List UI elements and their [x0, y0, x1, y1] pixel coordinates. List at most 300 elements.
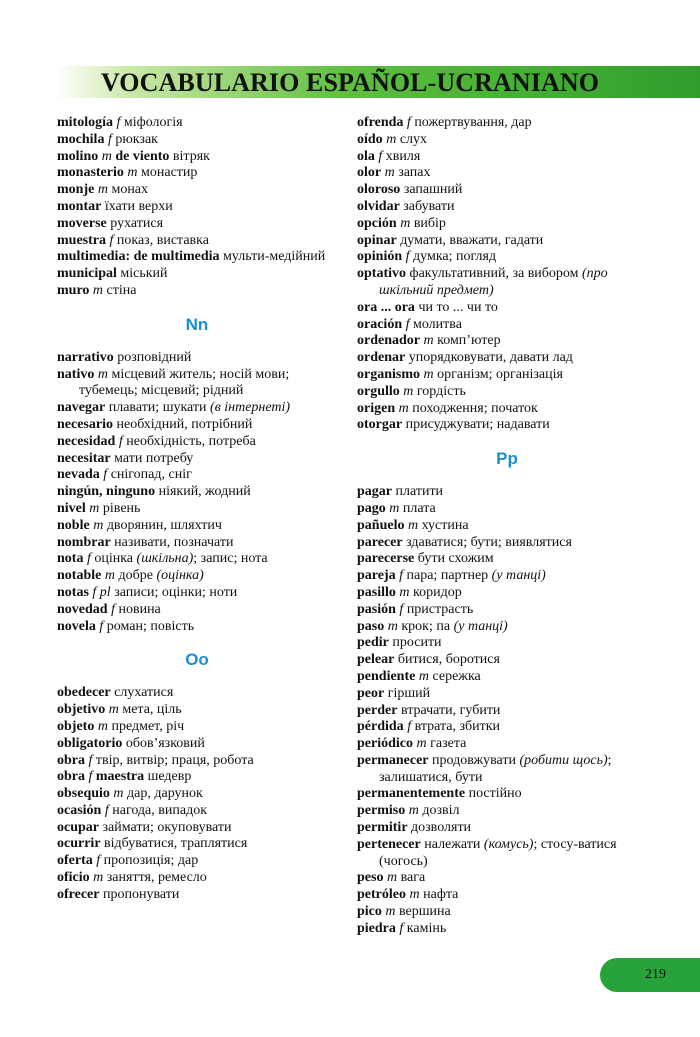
headword: oración: [357, 316, 403, 332]
vocabulary-entry: [357, 535, 657, 552]
headword: necesario: [57, 416, 113, 432]
vocabulary-entry: [357, 887, 657, 904]
headword: mochila: [57, 131, 105, 147]
vocabulary-entry: [57, 803, 337, 820]
vocabulary-entry: [57, 585, 337, 602]
translation: вага: [400, 870, 426, 886]
headword: ocurrir: [57, 836, 101, 852]
vocabulary-entry: [57, 870, 337, 887]
translation: камінь: [406, 920, 447, 936]
translation: коридор: [413, 584, 462, 600]
headword: navegar: [57, 400, 106, 416]
vocabulary-entry: [357, 317, 657, 334]
headword: obra: [57, 769, 85, 785]
headword: nivel: [57, 500, 86, 516]
translation: дозволяти: [411, 820, 472, 836]
translation: плата: [402, 500, 436, 516]
headword: noble: [57, 517, 90, 533]
headword: permitir: [357, 820, 408, 836]
headword: ocupar: [57, 819, 99, 835]
translation: нафта: [423, 887, 459, 903]
headword: obligatorio: [57, 735, 123, 751]
headword: petróleo: [357, 887, 406, 903]
grammar-tag: f: [104, 802, 109, 818]
translation: факультативний, за вибором: [409, 266, 579, 282]
headword: pasión: [357, 601, 396, 617]
translation: необхідність, потреба: [126, 433, 256, 449]
translation: хустина: [421, 517, 469, 533]
headword: parecer: [357, 534, 403, 550]
grammar-tag: f pl: [92, 584, 111, 600]
translation: пропонувати: [102, 886, 180, 902]
translation: монастир: [141, 165, 198, 181]
headword: pendiente: [357, 668, 416, 684]
translation: добре: [118, 568, 153, 584]
vocabulary-entry: [357, 149, 657, 166]
translation: гордість: [416, 383, 466, 399]
grammar-tag: f: [99, 618, 104, 634]
translation: постійно: [468, 786, 522, 802]
translation: твір, витвір; праця, робота: [95, 752, 254, 768]
vocabulary-entry: [57, 233, 337, 250]
translation: необхідний, потрібний: [116, 416, 253, 432]
vocabulary-entry: [357, 635, 657, 652]
grammar-tag: f: [378, 148, 383, 164]
headword: obedecer: [57, 685, 111, 701]
vocabulary-entry: [57, 451, 337, 468]
translation: пристрасть: [406, 601, 474, 617]
headword: molino: [57, 148, 99, 164]
translation: пара; партнер: [406, 568, 489, 584]
translation: мульти-медійний: [223, 249, 326, 265]
grammar-tag: f: [103, 467, 108, 483]
grammar-tag: m: [387, 618, 398, 634]
translation: обов’язковий: [125, 735, 205, 751]
translation: організм; організація: [437, 366, 563, 382]
translation: вибір: [413, 215, 446, 231]
headword: opción: [357, 215, 397, 231]
headword: olvidar: [357, 198, 400, 214]
headword: obsequio: [57, 786, 110, 802]
grammar-tag: m: [398, 400, 409, 416]
grammar-tag: m: [389, 500, 400, 516]
usage-note: (у танці): [491, 568, 546, 584]
translation: новина: [118, 601, 161, 617]
vocabulary-entry: [57, 132, 337, 149]
headword: multimedia: de multimedia: [57, 249, 220, 265]
translation: міфологія: [123, 115, 183, 130]
headword: notas: [57, 584, 89, 600]
headword: narrativo: [57, 349, 114, 365]
translation: просити: [392, 635, 442, 651]
vocabulary-entry: [357, 233, 657, 250]
headword: ora ... ora: [357, 299, 415, 315]
headword: piedra: [357, 920, 396, 936]
grammar-tag: m: [386, 131, 397, 147]
vocabulary-entry: [357, 300, 657, 317]
grammar-tag: m: [416, 736, 427, 752]
translation: роман; повість: [106, 618, 195, 634]
usage-note: (оцінка): [156, 568, 204, 584]
headword: pago: [357, 500, 386, 516]
translation: мета, ціль: [122, 702, 182, 718]
translation: бути схожим: [417, 551, 494, 567]
vocabulary-entry: [57, 685, 337, 702]
usage-note: (робити щось): [519, 752, 608, 768]
grammar-tag: f: [118, 433, 123, 449]
vocabulary-entry: [57, 115, 337, 132]
vocabulary-entry: [357, 249, 657, 266]
vocabulary-entry: [57, 350, 337, 367]
headword: otorgar: [357, 417, 403, 433]
translation: рухатися: [110, 215, 164, 231]
headword: muro: [57, 282, 90, 298]
vocabulary-entry: [357, 216, 657, 233]
grammar-tag: f: [405, 249, 410, 265]
vocabulary-entry: [57, 182, 337, 199]
vocabulary-entry: [357, 820, 657, 837]
vocabulary-entry: [57, 467, 337, 484]
vocabulary-entry: [57, 149, 337, 166]
translation-continued: ; залишатися, бути: [379, 752, 612, 785]
headword: ofrecer: [57, 886, 100, 902]
translation: пожертвування, дар: [414, 115, 532, 130]
headword: objetivo: [57, 702, 106, 718]
headword: parecerse: [357, 551, 415, 567]
translation: займати; окуповувати: [102, 819, 232, 835]
headword: pertenecer: [357, 836, 421, 852]
translation: вітряк: [172, 148, 210, 164]
grammar-tag: m: [409, 887, 420, 903]
vocabulary-entry: [357, 182, 657, 199]
translation: предмет, річ: [111, 718, 185, 734]
translation: крок; па: [401, 618, 451, 634]
vocabulary-entry: [357, 333, 657, 350]
usage-note: (в інтернеті): [210, 400, 291, 416]
vocabulary-entry: [357, 350, 657, 367]
grammar-tag: m: [423, 366, 434, 382]
headword: pelear: [357, 652, 395, 668]
grammar-tag: m: [418, 668, 429, 684]
usage-note: (шкільна): [136, 551, 194, 567]
page-title: VOCABULARIO ESPAÑOL-UCRANIANO: [100, 68, 600, 97]
vocabulary-entry: [357, 803, 657, 820]
vocabulary-entry: [57, 786, 337, 803]
translation: записи; оцінки; ноти: [114, 584, 238, 600]
headword: permanentemente: [357, 786, 466, 802]
headword: ocasión: [57, 802, 102, 818]
headword: ningún, ninguno: [57, 484, 156, 500]
vocabulary-entry: [357, 518, 657, 535]
translation: показ, виставка: [116, 232, 209, 248]
page-number: 219: [645, 967, 666, 982]
headword: oído: [357, 131, 383, 147]
headword: nevada: [57, 467, 100, 483]
headword: nota: [57, 551, 84, 567]
translation: втрачати, губити: [400, 702, 501, 718]
translation: міський: [120, 266, 168, 282]
vocabulary-entry: [57, 619, 337, 636]
translation: забувати: [403, 198, 455, 214]
vocabulary-entry: [357, 904, 657, 921]
headword: ordenar: [357, 350, 406, 366]
translation: називати, позначати: [114, 534, 234, 550]
grammar-tag: m: [400, 215, 411, 231]
vocabulary-entry: [357, 401, 657, 418]
translation: пропозиція; дар: [103, 853, 199, 869]
translation: рюкзак: [115, 131, 158, 147]
headword: optativo: [357, 266, 406, 282]
grammar-tag: m: [407, 517, 419, 533]
vocabulary-entry: [357, 501, 657, 518]
vocabulary-entry: [57, 417, 337, 434]
translation: місцевий житель; носій мови; тубемець; місцевий; рідний: [79, 366, 290, 399]
usage-note: (у танці): [453, 618, 508, 634]
headword: mitología: [57, 115, 113, 130]
translation: належати: [424, 836, 481, 852]
headword: oficio: [57, 870, 90, 886]
vocabulary-entry: [357, 484, 657, 501]
translation: упорядковувати, давати лад: [408, 350, 573, 366]
translation: здаватися; бути; виявлятися: [406, 534, 572, 550]
translation: оцінка: [94, 551, 134, 567]
headword: necesitar: [57, 450, 111, 466]
vocabulary-entry: [357, 837, 657, 871]
headword: ola: [357, 148, 375, 164]
vocabulary-entry: [357, 115, 657, 132]
headword: olor: [357, 165, 382, 181]
vocabulary-entry: [57, 434, 337, 451]
translation: шедевр: [147, 769, 192, 785]
vocabulary-entry: [57, 518, 337, 535]
headword: muestra: [57, 232, 106, 248]
grammar-tag: m: [89, 500, 100, 516]
translation: плавати; шукати: [108, 400, 207, 416]
vocabulary-entry: [357, 736, 657, 753]
grammar-tag: m: [93, 870, 104, 886]
vocabulary-entry: [57, 853, 337, 870]
vocabulary-entry: [57, 400, 337, 417]
vocabulary-entry: [357, 686, 657, 703]
grammar-tag: m: [108, 702, 119, 718]
vocabulary-entry: [57, 736, 337, 753]
vocabulary-entry: [57, 501, 337, 518]
grammar-tag: f: [88, 769, 93, 785]
vocabulary-entry: [57, 199, 337, 216]
vocabulary-entry: [57, 753, 337, 770]
vocabulary-entry: [57, 283, 337, 300]
vocabulary-entry: [57, 249, 337, 266]
grammar-tag: m: [101, 148, 112, 164]
headword: objeto: [57, 718, 95, 734]
translation: запах: [398, 165, 431, 181]
translation: дозвіл: [422, 803, 460, 819]
translation: монах: [111, 182, 149, 198]
grammar-tag: m: [97, 182, 108, 198]
vocabulary-entry: [357, 669, 657, 686]
vocabulary-entry: [357, 870, 657, 887]
headword: origen: [357, 400, 396, 416]
grammar-tag: f: [88, 752, 93, 768]
translation: рівень: [102, 500, 141, 516]
headword: necesidad: [57, 433, 116, 449]
grammar-tag: f: [407, 719, 412, 735]
grammar-tag: f: [107, 131, 112, 147]
vocabulary-entry: [357, 719, 657, 736]
vocabulary-entry: [357, 551, 657, 568]
vocabulary-entry: [57, 602, 337, 619]
usage-note: (про шкільний предмет): [379, 266, 608, 298]
grammar-tag: f: [116, 115, 121, 130]
grammar-tag: m: [385, 904, 396, 920]
translation: молитва: [413, 316, 462, 332]
translation: заняття, ремесло: [106, 870, 207, 886]
vocabulary-entry: [57, 484, 337, 501]
vocabulary-entry: [357, 384, 657, 401]
translation: мати потребу: [114, 450, 194, 466]
headword: ofrenda: [357, 115, 404, 130]
vocabulary-entry: [357, 703, 657, 720]
grammar-tag: f: [405, 316, 410, 332]
headword: novela: [57, 618, 96, 634]
headword: nativo: [57, 366, 95, 382]
grammar-tag: m: [399, 584, 410, 600]
translation: запашний: [403, 182, 463, 198]
headword: moverse: [57, 215, 107, 231]
vocabulary-entry: [57, 568, 337, 585]
vocabulary-entry: [357, 786, 657, 803]
vocabulary-entry: [357, 602, 657, 619]
section-letter: Oo: [185, 650, 209, 670]
grammar-tag: m: [113, 786, 124, 802]
translation: слух: [399, 131, 428, 147]
section-letter: Pp: [496, 449, 518, 469]
headword: organismo: [357, 366, 420, 382]
headword: pasillo: [357, 584, 396, 600]
vocabulary-entry: [357, 165, 657, 182]
headword: opinión: [357, 249, 403, 265]
grammar-tag: m: [92, 282, 104, 298]
translation: ніякий, жодний: [158, 484, 251, 500]
vocabulary-entry: [357, 585, 657, 602]
translation: думка; погляд: [413, 249, 497, 265]
grammar-tag: m: [384, 165, 395, 181]
translation: чи то ... чи то: [418, 299, 498, 315]
grammar-tag: m: [104, 568, 115, 584]
vocabulary-entry: [57, 216, 337, 233]
grammar-tag: m: [386, 870, 398, 886]
headword: pareja: [357, 568, 396, 584]
translation: комп’ютер: [437, 333, 501, 349]
headword: notable: [57, 568, 102, 584]
vocabulary-entry: [57, 702, 337, 719]
headword: oferta: [57, 853, 93, 869]
vocabulary-entry: [57, 535, 337, 552]
headword: perder: [357, 702, 398, 718]
grammar-tag: f: [111, 601, 115, 617]
headword: novedad: [57, 601, 108, 617]
vocabulary-entry: [57, 551, 337, 568]
translation: походження; початок: [412, 400, 538, 416]
grammar-tag: m: [97, 366, 108, 382]
translation: втрата, збитки: [414, 719, 501, 735]
translation: вершина: [399, 904, 451, 920]
translation: продовжувати: [432, 752, 517, 768]
vocabulary-entry: [57, 836, 337, 853]
headword-continued: maestra: [95, 769, 145, 785]
grammar-tag: f: [406, 115, 411, 130]
grammar-tag: f: [96, 853, 101, 869]
translation: присуджувати; надавати: [405, 417, 550, 433]
translation: слухатися: [114, 685, 174, 701]
vocabulary-entry: [57, 266, 337, 283]
headword: oloroso: [357, 182, 401, 198]
vocabulary-entry: [57, 820, 337, 837]
vocabulary-entry: [357, 266, 657, 300]
vocabulary-entry: [57, 367, 337, 401]
headword: peso: [357, 870, 384, 886]
grammar-tag: f: [86, 551, 91, 567]
grammar-tag: m: [403, 383, 414, 399]
grammar-tag: f: [109, 232, 114, 248]
headword: obra: [57, 752, 85, 768]
translation: розповідний: [117, 349, 192, 365]
translation: битися, боротися: [397, 652, 500, 668]
vocabulary-entry: [357, 199, 657, 216]
translation: газета: [430, 736, 467, 752]
vocabulary-entry: [357, 568, 657, 585]
grammar-tag: f: [399, 568, 404, 584]
headword: pagar: [357, 484, 392, 500]
vocabulary-entry: [57, 165, 337, 182]
vocabulary-entry: [357, 753, 657, 787]
vocabulary-entry: [357, 367, 657, 384]
headword: monje: [57, 182, 95, 198]
grammar-tag: f: [399, 601, 404, 617]
translation: нагода, випадок: [112, 802, 208, 818]
headword-continued: de viento: [115, 148, 170, 164]
headword: nombrar: [57, 534, 111, 550]
grammar-tag: f: [399, 920, 404, 936]
translation-continued: ; стосу-ватися (чогось): [379, 836, 617, 869]
headword: permiso: [357, 803, 406, 819]
section-letter: Nn: [185, 314, 209, 334]
headword: ordenador: [357, 333, 420, 349]
vocabulary-entry: [357, 132, 657, 149]
headword: peor: [357, 685, 385, 701]
usage-note: (комусь): [483, 836, 534, 852]
translation: платити: [395, 484, 444, 500]
translation: гірший: [387, 685, 431, 701]
vocabulary-entry: [57, 769, 337, 786]
headword: municipal: [57, 266, 117, 282]
vocabulary-entry: [357, 921, 657, 938]
headword: periódico: [357, 736, 413, 752]
headword: monasterio: [57, 165, 124, 181]
grammar-tag: m: [408, 803, 419, 819]
grammar-tag: m: [423, 333, 434, 349]
vocabulary-entry: [357, 619, 657, 636]
headword: montar: [57, 198, 102, 214]
headword: permanecer: [357, 752, 429, 768]
headword: opinar: [357, 232, 397, 248]
translation: їхати верхи: [104, 198, 173, 214]
headword: pérdida: [357, 719, 404, 735]
translation: дворянин, шляхтич: [106, 517, 222, 533]
headword: pedir: [357, 635, 389, 651]
grammar-tag: m: [93, 517, 104, 533]
grammar-tag: m: [127, 165, 138, 181]
